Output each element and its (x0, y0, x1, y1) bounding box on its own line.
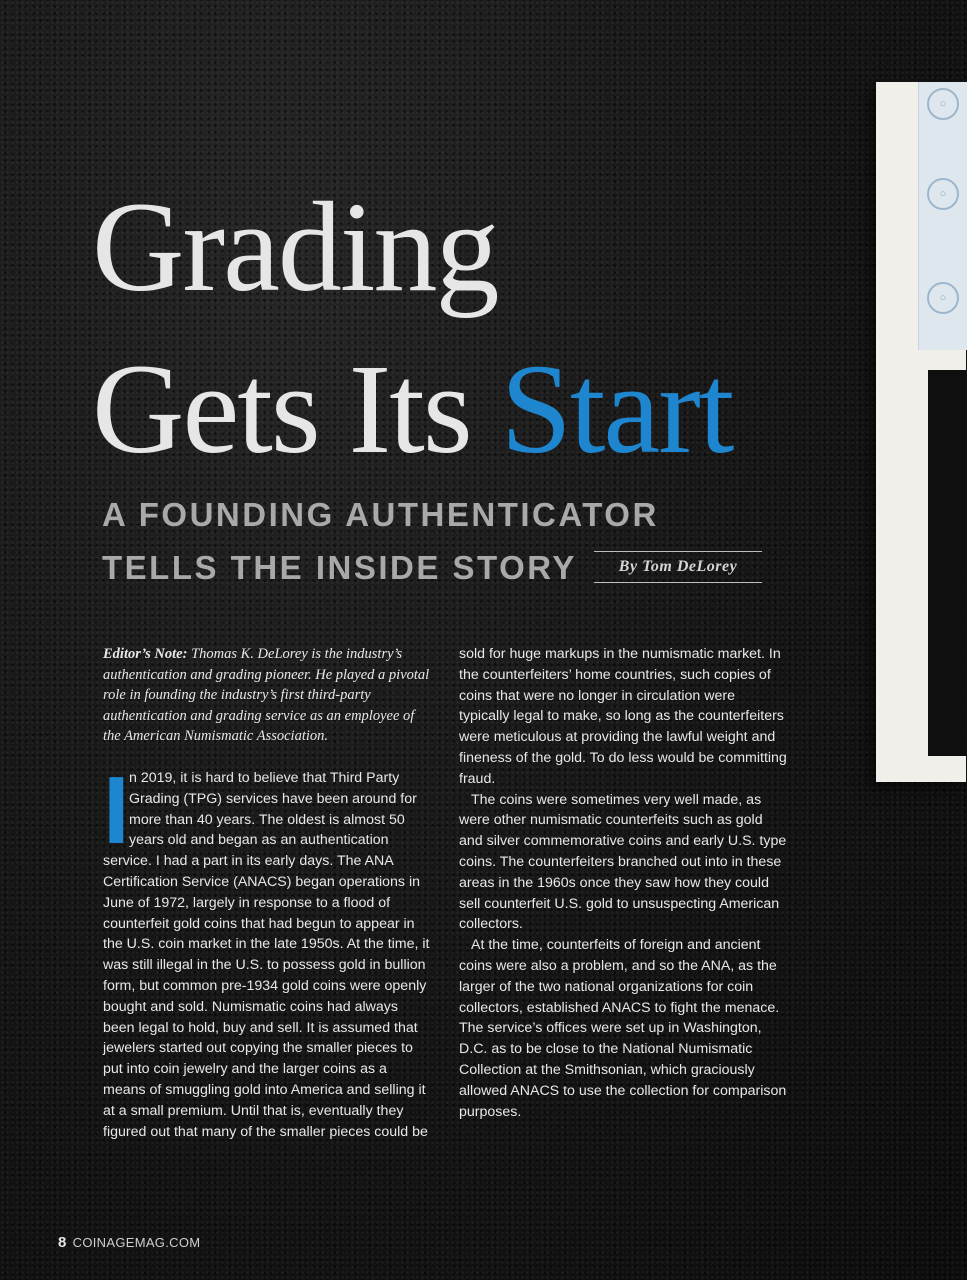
headline-accent: Start (500, 338, 733, 480)
editors-note-text: Thomas K. DeLorey is the industry’s authentication and grading pioneer. He played a pivotal role in founding the industry’s first third-party authentication and grading service as an employee of the American Numismatic Association. (103, 646, 430, 745)
article-column-right (459, 644, 789, 1122)
page-footer (58, 1234, 200, 1251)
holder-window (928, 370, 966, 756)
drop-cap: I (103, 756, 130, 864)
article-column-left (103, 644, 433, 1142)
headline-line2: Gets Its (92, 338, 501, 480)
editors-note (103, 644, 433, 747)
body-paragraph-3: At the time, counterfeits of foreign and ancient coins were also a problem, and so the ANA, as the larger of the two national organizations for coin collectors, established ANACS to fight the menace. The service’s offices were set up in Washington, D.C. as to be close to the National Numismatic Collection at the Smithsonian, which graciously allowed ANACS to use the collection for comparison purposes. (459, 937, 787, 1120)
byline: By Tom DeLorey (594, 551, 762, 583)
coin-holder-photo (876, 82, 966, 782)
subhead-line1: A FOUNDING AUTHENTICATOR (102, 496, 659, 533)
body-paragraph-1 (103, 756, 433, 1142)
subhead-line2: TELLS THE INSIDE STORY (102, 549, 577, 586)
editors-note-label: Editor’s Note: (103, 646, 188, 662)
site-name: COINAGEMAG.COM (72, 1235, 201, 1250)
seal-icon: ○ (927, 88, 959, 120)
headline (92, 166, 732, 490)
seal-icon: ○ (927, 282, 959, 314)
body-paragraph-2: The coins were sometimes very well made, as were other numismatic counterfeits such as gold and silver commemorative coins and early U.S. type coins. The counterfeiters branched out into in these areas in the 1960s once they saw how they could sell counterfeit U.S. gold to unsuspecting American collectors. (459, 791, 787, 933)
headline-line1: Grading (92, 176, 498, 318)
page-number: 8 (58, 1234, 67, 1251)
holder-label-strip (918, 82, 967, 350)
seal-icon: ○ (927, 178, 959, 210)
body-paragraph-1-text: n 2019, it is hard to believe that Third Party Grading (TPG) services have been around for more than 40 years. The oldest is almost 50 years old and began as an authentication service. I had a part in its early days. The ANA Certification Service (ANACS) began operations in June of 1972, largely in response to a flood of counterfeit gold coins that had begun to appear in the U.S. coin market in the late 1950s. At the time, it was still illegal in the U.S. to possess gold in bullion form, but common pre-1934 gold coins were openly bought and sold. Numismatic coins had always been legal to hold, buy and sell. It is assumed that jewelers started out copying the smaller pieces to put into coin jewelry and the larger coins as a means of smuggling gold into America and selling it at a small premium. Until that is, eventually they figured out that many of the smaller pieces could be (103, 769, 430, 1140)
body-paragraph-1-continued: sold for huge markups in the numismatic market. In the counterfeiters’ home countries, such copies of coins that were no longer in circulation were typically legal to make, so long as the counterfeiters were meticulous at providing the lawful weight and fineness of the gold. To do less would be committing fraud. (459, 646, 787, 787)
